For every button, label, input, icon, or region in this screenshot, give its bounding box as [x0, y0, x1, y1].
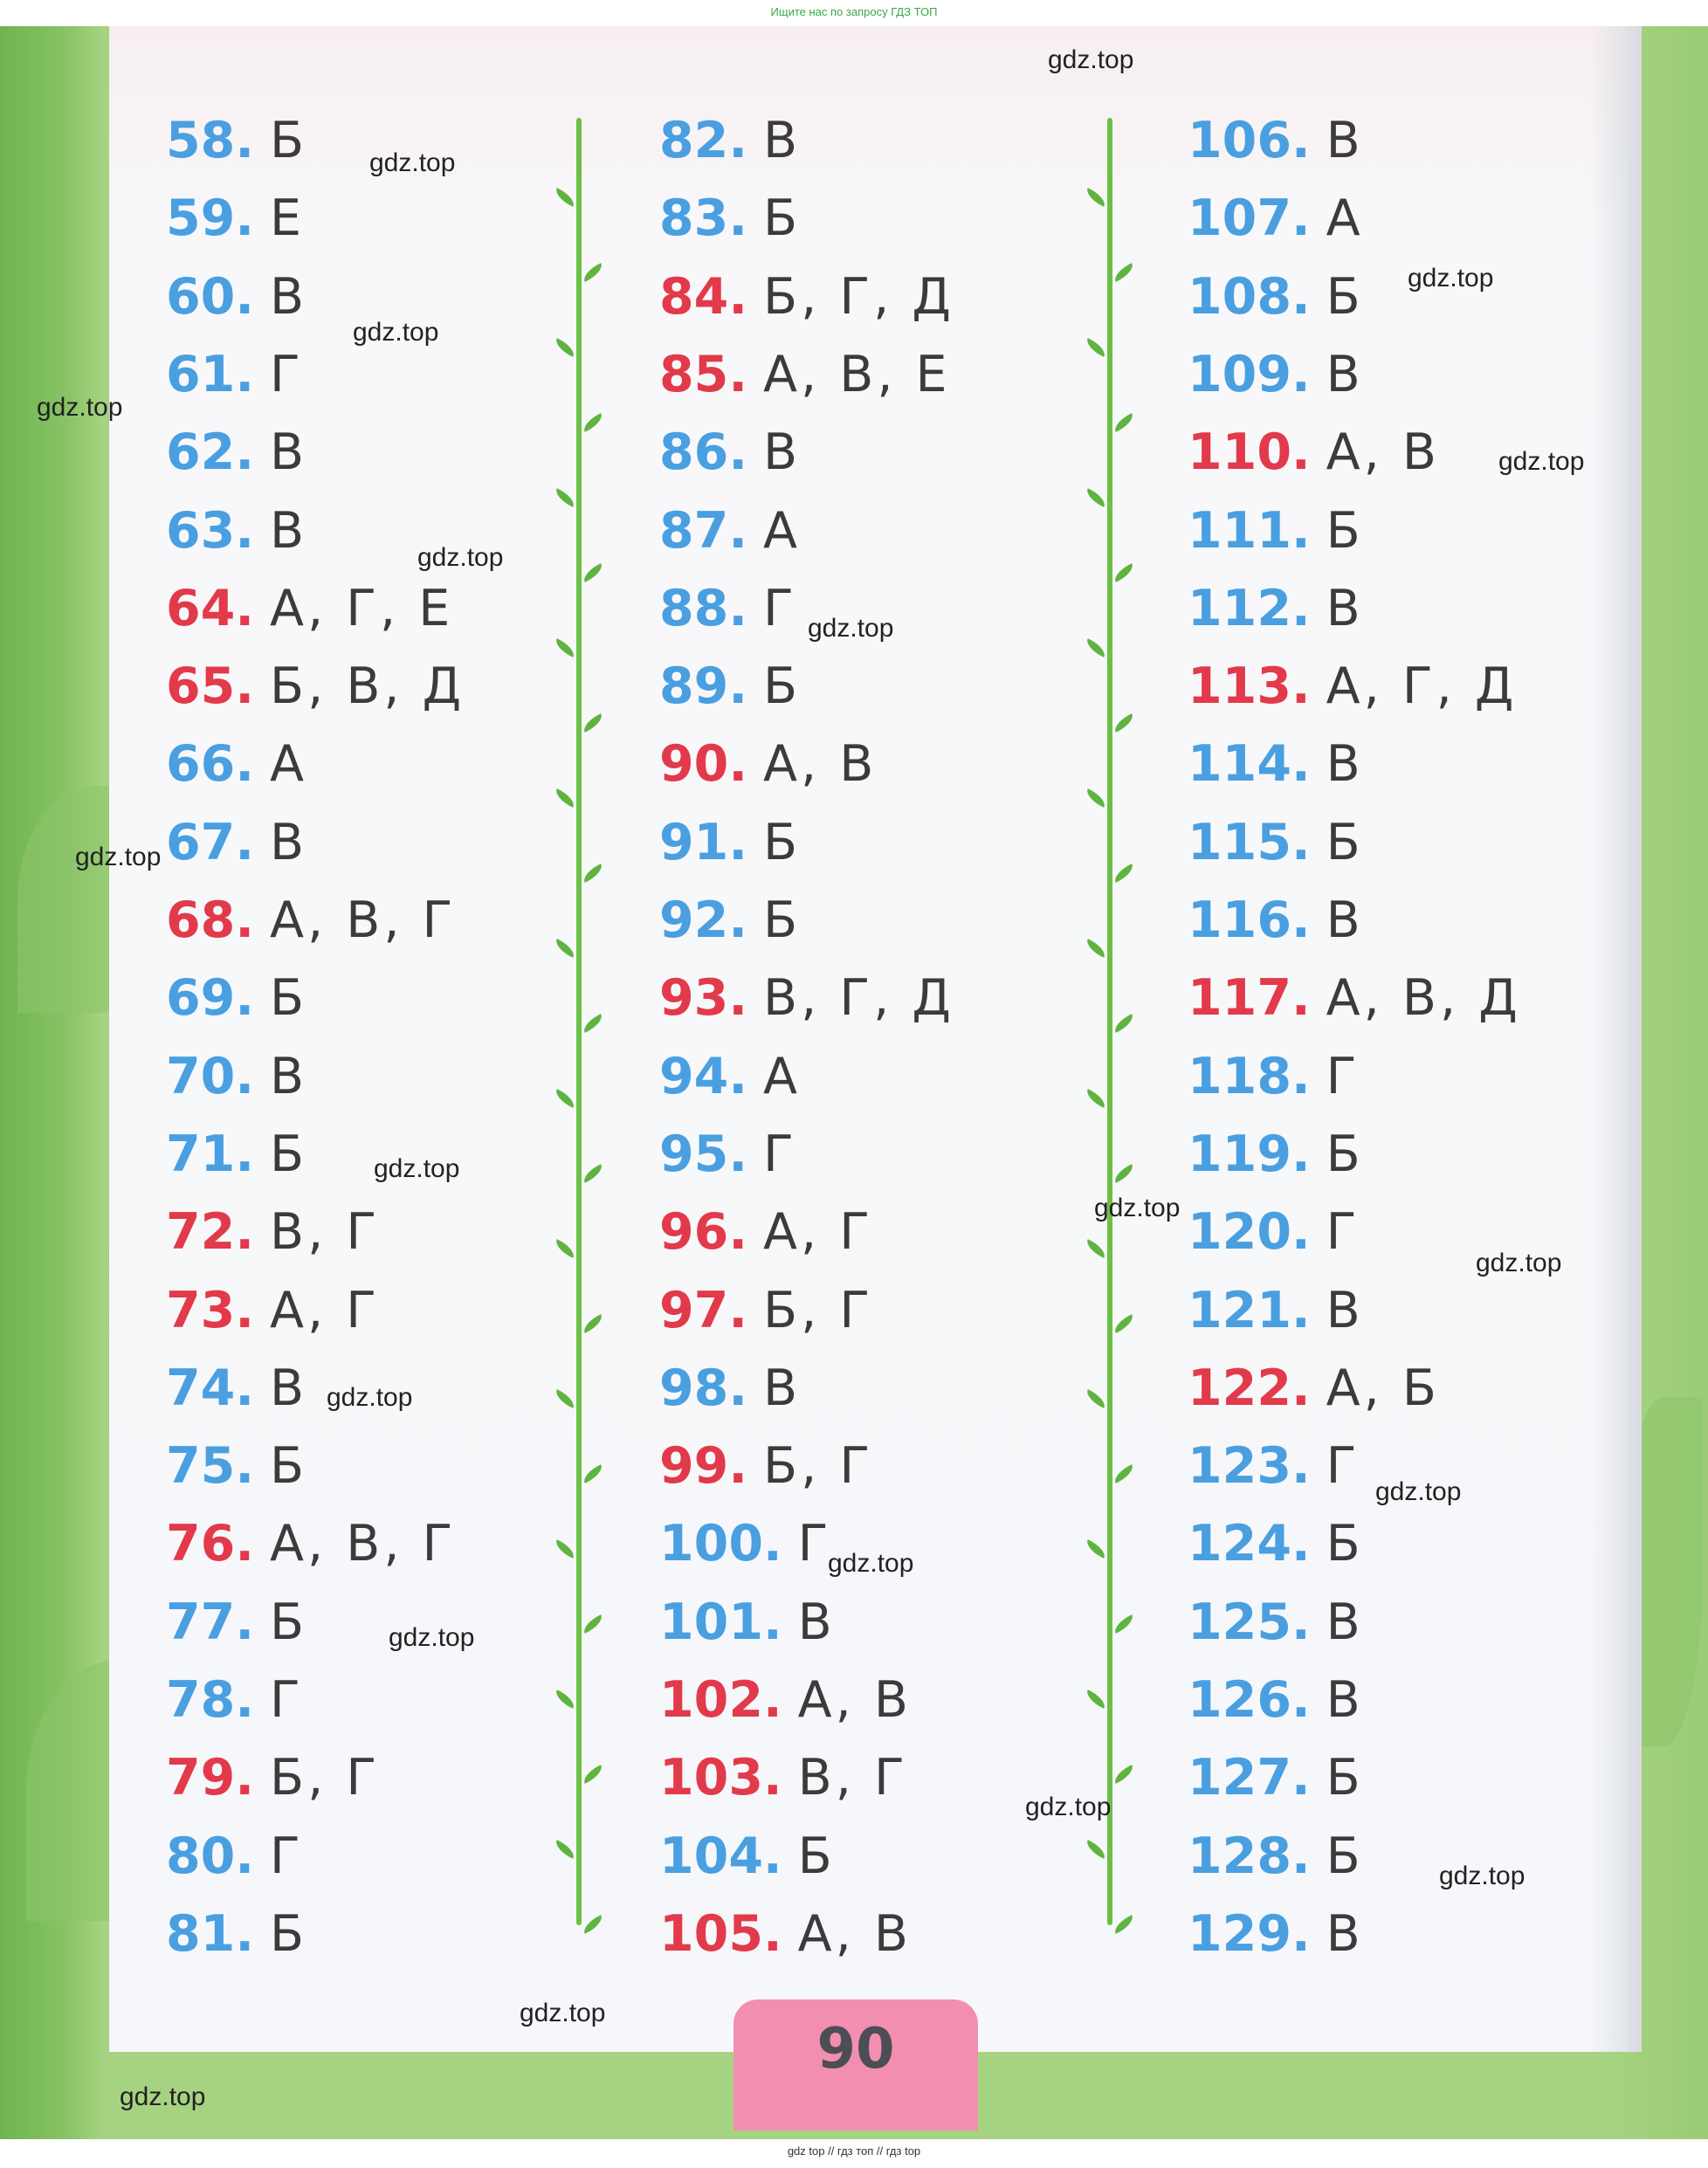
gdz-watermark: gdz.top — [1476, 1249, 1562, 1277]
task-number: 120. — [1188, 1203, 1311, 1261]
task-number: 59. — [166, 189, 254, 247]
task-answer: А, В — [797, 1905, 912, 1963]
task-answer: А — [1326, 189, 1364, 247]
answer-page — [109, 26, 1629, 2052]
answer-row — [166, 1203, 381, 1261]
task-number: 116. — [1188, 891, 1311, 949]
task-number: 69. — [166, 969, 254, 1027]
gdz-watermark: gdz.top — [37, 393, 123, 422]
answer-row — [166, 1125, 308, 1183]
answer-row — [659, 1749, 908, 1807]
task-answer: Г — [762, 580, 797, 637]
gdz-watermark: gdz.top — [327, 1383, 413, 1412]
task-answer: Б — [1326, 502, 1364, 560]
task-answer: А, Б — [1326, 1359, 1440, 1417]
answer-row — [166, 346, 304, 403]
task-number: 123. — [1188, 1437, 1311, 1495]
answer-row — [659, 1125, 797, 1183]
task-answer: В — [1326, 735, 1364, 793]
answer-row — [1188, 423, 1440, 481]
task-answer: В — [1326, 1905, 1364, 1963]
task-answer: В — [269, 1359, 308, 1417]
task-answer: Б, Г — [762, 1282, 874, 1339]
task-answer: Б, В, Д — [269, 657, 465, 715]
answer-row — [659, 657, 802, 715]
task-number: 127. — [1188, 1749, 1311, 1807]
task-number: 80. — [166, 1827, 254, 1885]
task-number: 129. — [1188, 1905, 1311, 1963]
task-answer: В — [1326, 1282, 1364, 1339]
task-number: 118. — [1188, 1048, 1311, 1105]
task-number: 95. — [659, 1125, 747, 1183]
task-number: 102. — [659, 1671, 782, 1729]
task-number: 126. — [1188, 1671, 1311, 1729]
task-number: 108. — [1188, 268, 1311, 326]
task-answer: Г — [269, 1827, 304, 1885]
task-number: 100. — [659, 1515, 782, 1573]
task-answer: Б, Г, Д — [762, 268, 954, 326]
task-number: 85. — [659, 346, 747, 403]
task-answer: А — [762, 502, 801, 560]
task-number: 72. — [166, 1203, 254, 1261]
task-answer: Б — [269, 1125, 308, 1183]
vine-divider-right — [1107, 118, 1112, 1925]
task-answer: Е — [269, 189, 305, 247]
answer-row — [659, 1905, 912, 1963]
task-answer: В — [1326, 346, 1364, 403]
task-answer: В — [1326, 1671, 1364, 1729]
answer-row — [659, 502, 801, 560]
task-number: 81. — [166, 1905, 254, 1963]
task-number: 74. — [166, 1359, 254, 1417]
task-number: 98. — [659, 1359, 747, 1417]
gdz-watermark: gdz.top — [353, 318, 439, 347]
task-number: 109. — [1188, 346, 1311, 403]
task-number: 122. — [1188, 1359, 1311, 1417]
task-answer: В, Г — [269, 1203, 381, 1261]
task-number: 64. — [166, 580, 254, 637]
task-number: 121. — [1188, 1282, 1311, 1339]
task-number: 68. — [166, 891, 254, 949]
task-number: 124. — [1188, 1515, 1311, 1573]
answer-row — [1188, 657, 1518, 715]
task-answer: Б — [762, 891, 802, 949]
gdz-watermark: gdz.top — [369, 148, 456, 177]
answer-row — [659, 1671, 912, 1729]
task-answer: Б — [1326, 1125, 1364, 1183]
task-answer: Б, Г — [762, 1437, 874, 1495]
gdz-watermark: gdz.top — [1025, 1793, 1112, 1821]
task-answer: В — [269, 814, 308, 871]
answer-row — [166, 1437, 308, 1495]
task-number: 114. — [1188, 735, 1311, 793]
answer-row — [166, 735, 307, 793]
task-answer: В — [1326, 112, 1364, 169]
gdz-watermark: gdz.top — [1048, 45, 1134, 74]
task-answer: В — [269, 268, 308, 326]
task-answer: Г — [269, 346, 304, 403]
task-answer: Б — [1326, 814, 1364, 871]
task-number: 65. — [166, 657, 254, 715]
task-answer: А, В, Е — [762, 346, 951, 403]
task-answer: В — [1326, 891, 1364, 949]
task-number: 79. — [166, 1749, 254, 1807]
task-number: 112. — [1188, 580, 1311, 637]
task-number: 119. — [1188, 1125, 1311, 1183]
answer-row — [659, 346, 951, 403]
task-answer: В — [762, 1359, 802, 1417]
answer-row — [659, 1827, 836, 1885]
answer-row — [1188, 891, 1364, 949]
answer-row — [166, 1671, 304, 1729]
task-answer: Б — [1326, 268, 1364, 326]
answer-row — [1188, 1203, 1360, 1261]
answer-row — [166, 1048, 308, 1105]
gdz-watermark: gdz.top — [1375, 1477, 1462, 1506]
task-number: 96. — [659, 1203, 747, 1261]
task-answer: Б — [1326, 1515, 1364, 1573]
answer-row — [166, 814, 308, 871]
page-curl — [1589, 26, 1642, 2052]
answer-row — [166, 580, 454, 637]
task-number: 93. — [659, 969, 747, 1027]
answer-row — [1188, 1827, 1364, 1885]
gdz-watermark: gdz.top — [389, 1623, 475, 1652]
answer-row — [1188, 735, 1364, 793]
answer-row — [166, 891, 457, 949]
task-number: 87. — [659, 502, 747, 560]
answer-row — [166, 189, 305, 247]
task-number: 63. — [166, 502, 254, 560]
gdz-watermark: gdz.top — [417, 543, 504, 572]
vine-divider-left — [576, 118, 582, 1925]
answer-row — [1188, 189, 1364, 247]
answer-row — [659, 1282, 874, 1339]
gdz-watermark: gdz.top — [828, 1549, 914, 1578]
answer-row — [166, 502, 308, 560]
task-number: 111. — [1188, 502, 1311, 560]
task-number: 76. — [166, 1515, 254, 1573]
task-number: 105. — [659, 1905, 782, 1963]
answer-row — [1188, 1437, 1360, 1495]
answer-row — [659, 580, 797, 637]
task-number: 94. — [659, 1048, 747, 1105]
answer-row — [166, 1593, 308, 1651]
bottom-banner: gdz top // гдз топ // гдз top — [787, 2144, 921, 2158]
task-number: 104. — [659, 1827, 782, 1885]
task-number: 115. — [1188, 814, 1311, 871]
task-answer: Г — [797, 1515, 832, 1573]
gdz-watermark: gdz.top — [1094, 1194, 1181, 1222]
answer-row — [1188, 1359, 1440, 1417]
answer-row — [659, 112, 802, 169]
task-answer: В, Г, Д — [762, 969, 954, 1027]
task-number: 78. — [166, 1671, 254, 1729]
task-number: 90. — [659, 735, 747, 793]
answer-row — [1188, 814, 1364, 871]
task-answer: Б — [797, 1827, 836, 1885]
answer-row — [1188, 346, 1364, 403]
task-answer: А, В — [762, 735, 878, 793]
gdz-watermark: gdz.top — [1498, 447, 1585, 476]
task-number: 125. — [1188, 1593, 1311, 1651]
answer-row — [659, 969, 954, 1027]
gdz-watermark: gdz.top — [120, 2082, 206, 2111]
task-answer: А, Г, Д — [1326, 657, 1518, 715]
task-number: 99. — [659, 1437, 747, 1495]
task-number: 89. — [659, 657, 747, 715]
task-answer: А, В, Г — [269, 891, 457, 949]
answer-row — [166, 112, 308, 169]
answer-row — [1188, 1515, 1364, 1573]
task-answer: Г — [1326, 1203, 1360, 1261]
answer-row — [1188, 1282, 1364, 1339]
answer-row — [1188, 1749, 1364, 1807]
top-search-banner: Ищите нас по запросу ГДЗ ТОП — [770, 5, 938, 18]
answer-row — [166, 1282, 380, 1339]
task-number: 86. — [659, 423, 747, 481]
answer-row — [659, 814, 802, 871]
task-number: 73. — [166, 1282, 254, 1339]
gdz-watermark: gdz.top — [1408, 264, 1494, 293]
task-number: 84. — [659, 268, 747, 326]
task-answer: А, Г — [762, 1203, 873, 1261]
task-number: 62. — [166, 423, 254, 481]
gdz-watermark: gdz.top — [1439, 1862, 1525, 1890]
task-number: 82. — [659, 112, 747, 169]
answer-row — [1188, 580, 1364, 637]
task-number: 106. — [1188, 112, 1311, 169]
answer-row — [166, 969, 308, 1027]
task-answer: Б — [269, 1437, 308, 1495]
answer-row — [166, 657, 465, 715]
answer-row — [1188, 268, 1364, 326]
task-answer: В — [269, 1048, 308, 1105]
answer-row — [659, 1437, 874, 1495]
task-number: 92. — [659, 891, 747, 949]
task-answer: В — [1326, 1593, 1364, 1651]
answer-row — [659, 1359, 802, 1417]
task-number: 70. — [166, 1048, 254, 1105]
answer-row — [659, 1593, 836, 1651]
task-answer: Б, Г — [269, 1749, 381, 1807]
task-number: 128. — [1188, 1827, 1311, 1885]
task-number: 101. — [659, 1593, 782, 1651]
answer-row — [166, 1827, 304, 1885]
answer-row — [659, 268, 954, 326]
task-number: 113. — [1188, 657, 1311, 715]
answer-row — [166, 1905, 308, 1963]
task-number: 117. — [1188, 969, 1311, 1027]
task-number: 83. — [659, 189, 747, 247]
answer-row — [1188, 969, 1521, 1027]
answer-row — [659, 1515, 832, 1573]
answer-row — [1188, 1048, 1360, 1105]
task-answer: Б — [1326, 1749, 1364, 1807]
task-answer: А, Г, Е — [269, 580, 454, 637]
task-number: 75. — [166, 1437, 254, 1495]
task-number: 77. — [166, 1593, 254, 1651]
task-answer: Г — [1326, 1048, 1360, 1105]
answer-row — [1188, 1593, 1364, 1651]
task-number: 91. — [659, 814, 747, 871]
task-number: 67. — [166, 814, 254, 871]
answer-row — [1188, 1905, 1364, 1963]
gdz-watermark: gdz.top — [75, 843, 162, 871]
answer-row — [1188, 502, 1364, 560]
task-answer: Б — [762, 814, 802, 871]
task-number: 107. — [1188, 189, 1311, 247]
answer-row — [659, 1203, 873, 1261]
task-answer: В, Г — [797, 1749, 908, 1807]
task-number: 88. — [659, 580, 747, 637]
answer-row — [166, 1359, 308, 1417]
task-answer: В — [762, 423, 802, 481]
answer-row — [166, 268, 308, 326]
answer-row — [1188, 1125, 1364, 1183]
task-number: 110. — [1188, 423, 1311, 481]
task-answer: В — [762, 112, 802, 169]
task-answer: А, Г — [269, 1282, 380, 1339]
task-number: 58. — [166, 112, 254, 169]
task-answer: В — [1326, 580, 1364, 637]
answer-row — [1188, 1671, 1364, 1729]
task-number: 61. — [166, 346, 254, 403]
task-answer: В — [269, 423, 308, 481]
answer-row — [659, 189, 802, 247]
task-answer: А, В — [1326, 423, 1440, 481]
page-number: 90 — [816, 2017, 895, 2082]
task-answer: В — [269, 502, 308, 560]
task-number: 97. — [659, 1282, 747, 1339]
task-number: 60. — [166, 268, 254, 326]
task-answer: Г — [762, 1125, 797, 1183]
answer-row — [166, 423, 308, 481]
task-number: 71. — [166, 1125, 254, 1183]
task-answer: Б — [269, 969, 308, 1027]
task-answer: Г — [1326, 1437, 1360, 1495]
task-answer: Б — [1326, 1827, 1364, 1885]
answer-row — [166, 1515, 457, 1573]
answer-row — [659, 891, 802, 949]
task-number: 66. — [166, 735, 254, 793]
task-answer: Б — [762, 657, 802, 715]
task-answer: А, В, Г — [269, 1515, 457, 1573]
task-number: 103. — [659, 1749, 782, 1807]
task-answer: А — [269, 735, 307, 793]
task-answer: В — [797, 1593, 836, 1651]
gdz-watermark: gdz.top — [374, 1154, 460, 1183]
gdz-watermark: gdz.top — [520, 1999, 606, 2027]
task-answer: А, В, Д — [1326, 969, 1521, 1027]
task-answer: Б — [269, 1593, 308, 1651]
task-answer: Б — [269, 112, 308, 169]
answer-row — [659, 735, 878, 793]
task-answer: А — [762, 1048, 801, 1105]
task-answer: Б — [762, 189, 802, 247]
answer-row — [659, 1048, 801, 1105]
task-answer: Г — [269, 1671, 304, 1729]
gdz-watermark: gdz.top — [808, 614, 894, 643]
task-answer: А, В — [797, 1671, 912, 1729]
answer-row — [659, 423, 802, 481]
answer-row — [166, 1749, 381, 1807]
task-answer: Б — [269, 1905, 308, 1963]
answer-row — [1188, 112, 1364, 169]
